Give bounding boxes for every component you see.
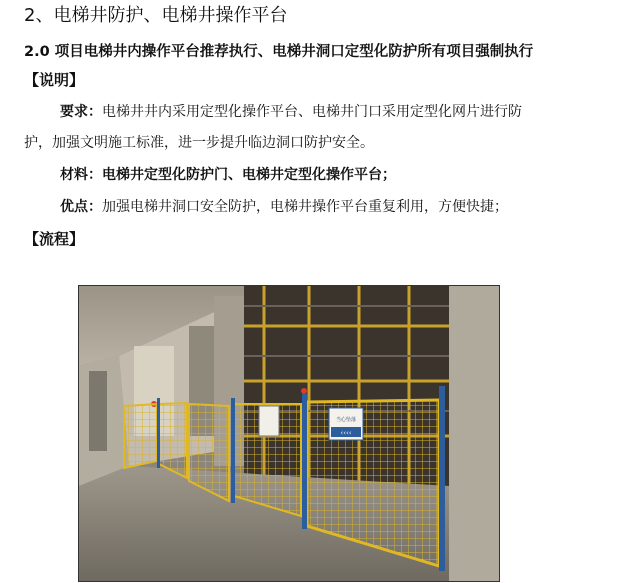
section-heading: 2、电梯井防护、电梯井操作平台 [24,5,288,26]
explain-tag: 【说明】 [24,71,85,89]
material-line [60,165,396,185]
sign-text: 当心坠落 [335,417,357,423]
requirement-label: 要求： [60,104,102,120]
section-subheading: 2.0 项目电梯井内操作平台推荐执行、电梯井洞口定型化防护所有项目强制执行 [24,44,534,60]
material-text: 电梯井定型化防护门、电梯井定型化操作平台； [102,167,396,183]
requirement-line1 [60,102,522,122]
elevator-shaft-photo [78,285,500,582]
material-label: 材料： [60,167,102,183]
process-tag: 【流程】 [24,230,85,248]
advantage-text: 加强电梯井洞口安全防护，电梯井操作平台重复利用，方便快捷； [102,199,508,215]
requirement-line2: 护，加强文明施工标准，进一步提升临边洞口防护安全。 [24,135,374,151]
advantage-label: 优点： [60,199,102,215]
construction-site-photo-icon [79,286,499,581]
advantage-line [60,197,508,217]
requirement-text: 电梯井井内采用定型化操作平台、电梯井门口采用定型化网片进行防 [102,104,522,120]
svg-text:‹‹‹‹: ‹‹‹‹ [340,429,352,437]
